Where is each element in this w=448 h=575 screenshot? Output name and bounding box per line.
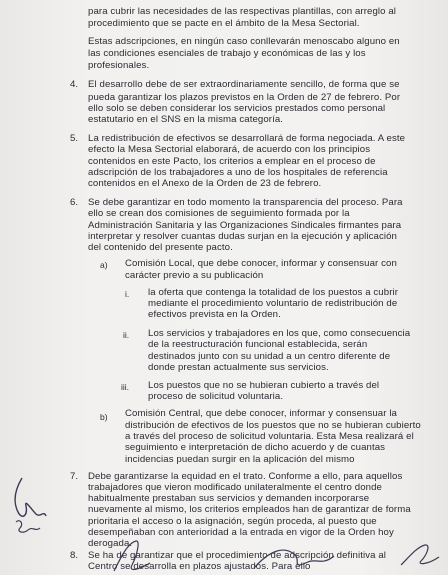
paragraph-line: ello se crean dos comisiones de seguimiento formada por la [88,208,350,220]
paragraph-line: El desarrollo debe de ser extraordinariamente sencillo, de forma que se [88,79,400,91]
sub-item-marker: iii. [121,381,130,392]
paragraph-line: del contenido del presente pacto. [88,242,233,254]
paragraph-line: proceso de solicitud voluntaria. [148,391,284,403]
paragraph-line: las condiciones esenciales de trabajo y económicas de las y los [88,48,366,60]
paragraph-line: a través del proceso de solicitud voluntaria. Esta Mesa realizará el [125,430,414,442]
paragraph-line: nuevamente al mismo, los criterios empleados han de garantizar de forma [88,504,411,516]
paragraph-line: profesionales. [88,60,150,72]
paragraph-line: Comisión Local, que debe conocer, informar y consensuar con [125,258,397,270]
sub-item-marker: ii. [123,330,130,341]
paragraph-line: la oferta que contenga la totalidad de los puestos a cubrir [148,286,399,298]
item-number: 6. [70,197,79,209]
paragraph-line: Centro se desarrolla en plazos ajustados. Para ello [88,561,311,572]
paragraph-line: Los servicios y trabajadores en los que, como consecuencia [148,328,411,340]
paragraph-line: interpretar y resolver cuantas dudas surjan en la ejecución y aplicación [88,231,397,242]
paragraph-line: Se debe garantizar en todo momento la transparencia del proceso. Para [88,197,403,209]
item-number: 7. [70,470,79,482]
paragraph-line: ello solo se deben considerar los servicios prestados como personal [88,102,386,114]
sub-item-marker: b) [100,412,108,423]
paragraph-line: desempeñaban con anterioridad a la entrada en vigor de la Orden hoy [88,527,394,539]
paragraph-line: procedimiento que se pacte en el ámbito de la Mesa Sectorial. [88,17,360,29]
paragraph-line: distribución de efectivos de los puestos que no se hubieran cubierto [125,419,421,431]
sub-item-marker: a) [100,260,108,271]
paragraph-line: Administración Sanitaria y las Organizaciones Sindicales firmantes para [88,219,402,231]
paragraph-line: La redistribución de efectivos se desarrollará de forma negociada. A este [88,132,406,144]
paragraph-line: Se ha de garantizar que el procedimiento de adscripción definitiva al [88,549,387,561]
paragraph-line: Estas adscripciones, en ningún caso conllevarán menoscabo alguno en [88,35,400,47]
paragraph-line: de la reestructuración funcional establecida, serán [148,339,368,351]
paragraph-line: habitualmente prestaban sus servicios y demanden incorporarse [88,493,370,505]
paragraph-line: Los puestos que no se hubieran cubierto a través del [148,380,380,391]
item-number: 4. [70,79,79,91]
item-number: 8. [70,549,79,561]
handwritten-signature [250,540,340,575]
paragraph-line: efectivos prevista en la Orden. [148,309,281,321]
paragraph-line: carácter previo a su publicación [125,269,264,281]
paragraph-line: incidencias puedan surgir en la aplicación del mismo [125,453,355,465]
paragraph-line: mediante el procedimiento voluntario de redistribución de [148,297,398,309]
paragraph-line: derogada. [88,538,133,550]
paragraph-line: efecto la Mesa Sectorial elaborará, de acuerdo con los principios [88,144,371,156]
paragraph-line: contenidos en el Anexo de la Orden de 23 de febrero. [88,178,322,190]
paragraph-line: prioritaria el acceso o la asignación, según proceda, al puesto que [88,515,377,527]
paragraph-line: Comisión Central, que debe conocer, informar y consensuar la [125,408,397,420]
paragraph-line: contenidos en este Pacto, los criterios a emplear en el proceso de [88,155,376,167]
paragraph-line: Debe garantizarse la equidad en el trato. Conforme a ello, para aquellos [88,470,403,482]
sub-item-marker: i. [125,288,130,299]
paragraph-line: seguimiento e interpretación de dicho acuerdo y de cuantas [125,442,386,454]
handwritten-signature [110,535,170,575]
paragraph-line: donde prestan actualmente sus servicios. [148,362,329,374]
paragraph-line: destinados junto con su unidad a un centro diferente de [148,350,391,362]
paragraph-line: pueda garantizar los plazos previstos en la Orden de 27 de febrero. Por [88,91,401,103]
paragraph-line: trabajadores que vieron modificado unilateralmente el centro donde [88,481,382,493]
handwritten-signature [395,535,445,575]
item-number: 5. [70,132,79,144]
handwritten-signature [2,470,62,560]
paragraph-line: estatutario en el SNS en la misma categoría. [88,114,284,126]
paragraph-line: adscripción de los trabajadores a uno de los hospitales de referencia [88,166,388,178]
paragraph-line: para cubrir las necesidades de las respectivas plantillas, con arreglo al [88,5,397,17]
